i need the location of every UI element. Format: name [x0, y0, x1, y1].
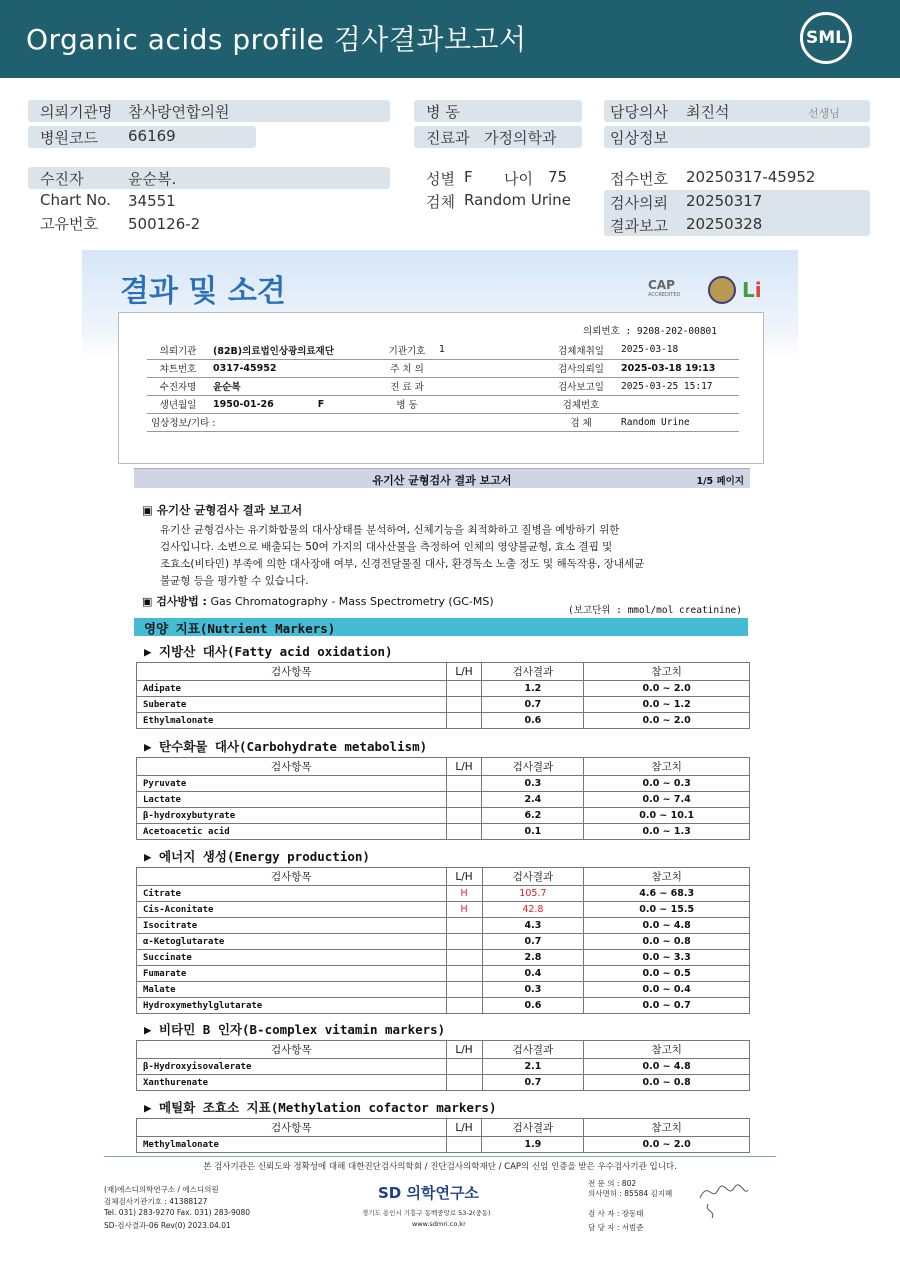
table-row — [137, 1137, 750, 1153]
reference-range: 0.0 ~ 4.8 — [584, 1059, 750, 1075]
analyte-name: Fumarate — [137, 966, 447, 982]
description: 유기산 균형검사는 유기화합물의 대사상태를 분석하여, 신체기능을 최적화하고 질병을 예방하기 위한 검사입니다. 소변으로 배출되는 50여 가지의 대사산물을 측정하여 인체의 영양불균형, 효소 결핍 및 조효소(비타민) 부족에 의한 대사장애 여부, 신경전달물질 대사, 환경독소 노출 정도 및 해독작용, 장내세균 불균형 등을 평가할 수 있습니다. — [160, 524, 645, 587]
result-value: 4.3 — [482, 918, 584, 934]
table-row — [137, 776, 750, 792]
flag — [446, 697, 482, 713]
analyte-name: Acetoacetic acid — [137, 824, 447, 840]
result-value: 2.1 — [482, 1059, 584, 1075]
table-header-row — [137, 1119, 750, 1137]
results-table — [136, 1040, 750, 1091]
report-header-bar — [134, 468, 750, 488]
footer-manager: 담 당 자 : 서범준 — [588, 1223, 644, 1232]
column-header: L/H — [446, 758, 482, 776]
repdate-value: 20250328 — [686, 215, 763, 233]
cap-logo: CAP ACCREDITED — [648, 278, 681, 298]
table-row — [137, 713, 750, 729]
sex-label: 성별 — [426, 170, 455, 188]
analyte-name: Xanthurenate — [137, 1075, 447, 1091]
reference-range: 0.0 ~ 0.3 — [584, 776, 750, 792]
table-row — [137, 681, 750, 697]
column-header: L/H — [446, 1119, 482, 1137]
table-header-row — [137, 868, 750, 886]
flag — [446, 824, 482, 840]
footer-specialist: 전 문 의 : 802 — [588, 1179, 637, 1188]
column-header: 검사결과 — [482, 868, 584, 886]
info-row: 임상정보/기타 : 검 체 Random Urine — [147, 413, 739, 431]
reference-range: 0.0 ~ 7.4 — [584, 792, 750, 808]
column-header: 검사항목 — [137, 663, 447, 681]
column-header: 참고치 — [584, 758, 750, 776]
footer-license: 의사면허 : 85584 김지혜 — [588, 1189, 673, 1198]
reference-range: 0.0 ~ 0.7 — [584, 998, 750, 1014]
column-header: 참고치 — [584, 1119, 750, 1137]
result-value: 0.7 — [482, 1075, 584, 1091]
analyte-name: Cis-Aconitate — [137, 902, 447, 918]
subsection-title: ▶ 탄수화물 대사(Carbohydrate metabolism) — [144, 739, 428, 754]
column-header: 검사결과 — [482, 1041, 584, 1059]
info-row: 의뢰기관 (82B)의료법인상광의료재단 기관기호 1 검체채취일 2025-03-18 — [147, 341, 739, 359]
subsection-title: ▶ 메틸화 조효소 지표(Methylation cofactor markers) — [144, 1100, 497, 1115]
table-row — [137, 697, 750, 713]
result-value: 1.9 — [482, 1137, 584, 1153]
reference-range: 0.0 ~ 0.8 — [584, 934, 750, 950]
sex-value: F — [464, 168, 473, 186]
info-row: 생년월일 1950-01-26 F 병 동 검체번호 — [147, 395, 739, 413]
reference-range: 4.6 ~ 68.3 — [584, 886, 750, 902]
column-header: 검사결과 — [482, 663, 584, 681]
result-value: 0.3 — [482, 982, 584, 998]
page-title: Organic acids profile 검사결과보고서 — [26, 23, 527, 56]
sd-url: www.sdmri.co.kr — [412, 1220, 466, 1228]
table-row — [137, 918, 750, 934]
flag — [446, 998, 482, 1014]
doctor-suffix: 선생님 — [808, 107, 840, 120]
result-value: 2.4 — [482, 792, 584, 808]
result-value: 0.7 — [482, 934, 584, 950]
info-row: 수진자명 윤순복 진 료 과 검사보고일 2025-03-25 15:17 — [147, 377, 739, 395]
flag — [446, 1137, 482, 1153]
reference-range: 0.0 ~ 2.0 — [584, 713, 750, 729]
reg-label: 접수번호 — [610, 170, 668, 188]
table-row — [137, 982, 750, 998]
chart-label: Chart No. — [40, 191, 111, 209]
results-table — [136, 662, 750, 729]
analyte-name: Malate — [137, 982, 447, 998]
repdate-label: 결과보고 — [610, 217, 668, 235]
footer-note: 본 검사기관은 신뢰도와 정확성에 대해 대한진단검사의학회 / 진단검사의학재단 / CAP의 신임 인증을 받은 우수검사기관 입니다. — [203, 1162, 677, 1172]
page-indicator: 1/5 페이지 — [696, 476, 744, 487]
doctor-label: 담당의사 — [610, 103, 668, 121]
result-value: 0.1 — [482, 824, 584, 840]
analyte-name: Adipate — [137, 681, 447, 697]
analyte-name: α-Ketoglutarate — [137, 934, 447, 950]
result-value: 105.7 — [482, 886, 584, 902]
subsection-title: ▶ 지방산 대사(Fatty acid oxidation) — [144, 644, 393, 659]
reference-range: 0.0 ~ 0.5 — [584, 966, 750, 982]
column-header: 참고치 — [584, 868, 750, 886]
results-table — [136, 867, 750, 1014]
request-number: 의뢰번호 : 9208-202-00801 — [583, 326, 717, 337]
request-info-box — [118, 312, 764, 464]
info-row: 챠트번호 0317-45952 주 치 의 검사의뢰일 2025-03-18 19:13 — [147, 359, 739, 377]
dept-value: 가정의학과 — [484, 129, 557, 147]
column-header: 검사결과 — [482, 1119, 584, 1137]
column-header: 검사결과 — [482, 758, 584, 776]
column-header: L/H — [446, 1041, 482, 1059]
flag — [446, 966, 482, 982]
analyte-name: Succinate — [137, 950, 447, 966]
result-value: 1.2 — [482, 681, 584, 697]
analyte-name: Citrate — [137, 886, 447, 902]
specimen-label: 검체 — [426, 193, 455, 211]
chart-value: 34551 — [128, 192, 176, 210]
sd-address: 경기도 용인시 기흥구 동백중앙로 53-2(중동) — [362, 1209, 491, 1217]
subsection-title: ▶ 비타민 B 인자(B-complex vitamin markers) — [144, 1022, 446, 1037]
analyte-name: Hydroxymethylglutarate — [137, 998, 447, 1014]
flag — [446, 792, 482, 808]
nutrient-markers-bar — [134, 618, 748, 636]
report-document — [82, 250, 798, 1250]
table-header-row — [137, 663, 750, 681]
footer-lab-name: (재)에스디의학연구소 / 에스디의원 — [104, 1185, 219, 1194]
reference-range: 0.0 ~ 1.2 — [584, 697, 750, 713]
title-banner — [0, 0, 900, 78]
result-value: 0.4 — [482, 966, 584, 982]
table-row — [137, 934, 750, 950]
section-title: ▣ 유기산 균형검사 결과 보고서 — [142, 503, 303, 517]
results-table — [136, 1118, 750, 1153]
analyte-name: Isocitrate — [137, 918, 447, 934]
sd-lab-logo: SD 의학연구소 — [378, 1184, 479, 1202]
result-value: 0.3 — [482, 776, 584, 792]
specimen-value: Random Urine — [464, 191, 571, 209]
sml-logo: SML — [800, 12, 852, 64]
society-seal-icon — [708, 276, 736, 304]
table-row — [137, 824, 750, 840]
footer-divider — [104, 1156, 776, 1157]
table-row — [137, 886, 750, 902]
report-title: 결과 및 소견 — [120, 274, 286, 309]
subsection-title: ▶ 에너지 생성(Energy production) — [144, 849, 370, 864]
reference-range: 0.0 ~ 15.5 — [584, 902, 750, 918]
flag — [446, 950, 482, 966]
uid-value: 500126-2 — [128, 215, 201, 233]
result-value: 0.6 — [482, 998, 584, 1014]
column-header: 검사항목 — [137, 1119, 447, 1137]
footer-contact: Tel. 031) 283-9270 Fax. 031) 283-9080 — [104, 1208, 251, 1217]
column-header: 참고치 — [584, 663, 750, 681]
flag — [446, 713, 482, 729]
column-header: 검사항목 — [137, 868, 447, 886]
flag — [446, 1075, 482, 1091]
flag — [446, 982, 482, 998]
age-value: 75 — [548, 168, 568, 186]
analyte-name: Methylmalonate — [137, 1137, 447, 1153]
table-row — [137, 808, 750, 824]
uid-label: 고유번호 — [40, 215, 98, 233]
request-info-table — [147, 341, 739, 432]
column-header: L/H — [446, 868, 482, 886]
flag: H — [446, 886, 482, 902]
footer-tester: 검 사 자 : 장동태 — [588, 1209, 644, 1218]
reference-range: 0.0 ~ 10.1 — [584, 808, 750, 824]
inst-value: 참사랑연합의원 — [128, 103, 230, 121]
clinical-label: 임상정보 — [610, 129, 668, 147]
analyte-name: Suberate — [137, 697, 447, 713]
column-header: 검사항목 — [137, 1041, 447, 1059]
reference-range: 0.0 ~ 0.8 — [584, 1075, 750, 1091]
doctor-value: 최진석 — [686, 103, 730, 121]
table-row — [137, 1059, 750, 1075]
table-row — [137, 792, 750, 808]
analyte-name: Ethylmalonate — [137, 713, 447, 729]
reqdate-value: 20250317 — [686, 192, 763, 210]
reference-range: 0.0 ~ 4.8 — [584, 918, 750, 934]
flag — [446, 681, 482, 697]
result-value: 0.7 — [482, 697, 584, 713]
column-header: L/H — [446, 663, 482, 681]
reference-range: 0.0 ~ 2.0 — [584, 681, 750, 697]
table-row — [137, 966, 750, 982]
table-row — [137, 998, 750, 1014]
flag — [446, 1059, 482, 1075]
analyte-name: β-hydroxybutyrate — [137, 808, 447, 824]
result-value: 6.2 — [482, 808, 584, 824]
flag — [446, 918, 482, 934]
analyte-name: β-Hydroxyisovalerate — [137, 1059, 447, 1075]
table-row — [137, 902, 750, 918]
footer-form-no: SD-검사결과-06 Rev(0) 2023.04.01 — [104, 1221, 231, 1230]
table-header-row — [137, 1041, 750, 1059]
ward-label: 병 동 — [426, 103, 460, 121]
result-value: 0.6 — [482, 713, 584, 729]
column-header: 검사항목 — [137, 758, 447, 776]
unit-note: (보고단위 : mmol/mol creatinine) — [568, 605, 742, 616]
flag — [446, 934, 482, 950]
result-value: 2.8 — [482, 950, 584, 966]
dept-label: 진료과 — [426, 129, 470, 147]
patient-value: 윤순복. — [128, 170, 177, 188]
reqdate-label: 검사의뢰 — [610, 194, 668, 212]
reference-range: 0.0 ~ 3.3 — [584, 950, 750, 966]
reference-range: 0.0 ~ 0.4 — [584, 982, 750, 998]
age-label: 나이 — [504, 170, 533, 188]
footer-lab-code: 검체검사기관기호 : 41388127 — [104, 1197, 208, 1206]
flag: H — [446, 902, 482, 918]
code-value: 66169 — [128, 127, 176, 145]
column-header: 참고치 — [584, 1041, 750, 1059]
flag — [446, 776, 482, 792]
inst-label: 의뢰기관명 — [40, 103, 113, 121]
results-table — [136, 757, 750, 840]
patient-label: 수진자 — [40, 170, 84, 188]
table-header-row — [137, 758, 750, 776]
reference-range: 0.0 ~ 2.0 — [584, 1137, 750, 1153]
result-value: 42.8 — [482, 902, 584, 918]
analyte-name: Lactate — [137, 792, 447, 808]
flag — [446, 808, 482, 824]
method: ▣ 검사방법 : Gas Chromatography - Mass Spectrometry (GC-MS) — [142, 595, 494, 608]
table-row — [137, 950, 750, 966]
report-header-title: 유기산 균형검사 결과 보고서 — [372, 474, 512, 487]
table-row — [137, 1075, 750, 1091]
reference-range: 0.0 ~ 1.3 — [584, 824, 750, 840]
reg-value: 20250317-45952 — [686, 168, 816, 186]
lab-logo-icon: Li — [742, 278, 762, 302]
code-label: 병원코드 — [40, 129, 98, 147]
signature-image — [694, 1176, 750, 1226]
nutrient-markers-title: 영양 지표(Nutrient Markers) — [144, 621, 336, 636]
analyte-name: Pyruvate — [137, 776, 447, 792]
